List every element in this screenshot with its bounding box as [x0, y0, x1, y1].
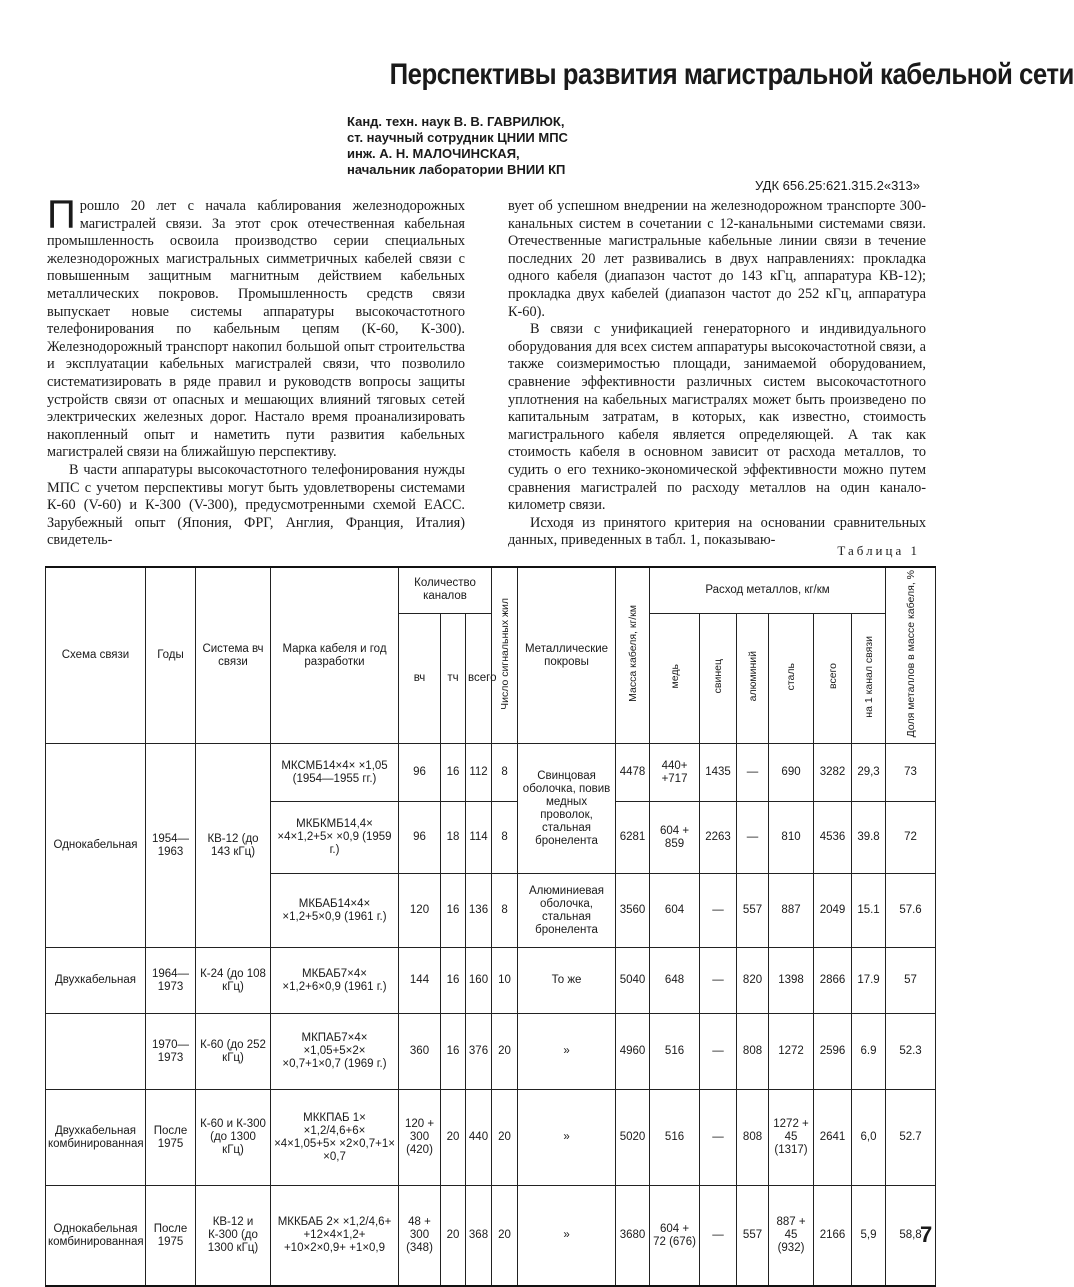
- text-column-right: [508, 198, 926, 550]
- header-lead: свинец: [700, 613, 737, 744]
- cell-tch: 16: [441, 744, 466, 802]
- paragraph-2: В части аппаратуры высокочастотного телефонирования нужды МПС с учетом перспективы могут быть удовлетворены системами К-60 (V-60) и К-300 (V-300), предусмотренными схемой ЕАСС. Зарубежный опыт (Япония, ФРГ, Англия, Франция, Италия) свидетель-: [47, 461, 465, 549]
- author-line-3: инж. А. Н. МАЛОЧИНСКАЯ,: [347, 146, 520, 161]
- udk-code: УДК 656.25:621.315.2«313»: [754, 178, 920, 193]
- cell-total: 376: [466, 1014, 492, 1090]
- cell-share: 57.6: [886, 874, 936, 948]
- cell-vch: 48 + 300 (348): [399, 1186, 441, 1286]
- text-column-left: [47, 193, 465, 550]
- cell-vch: 120 + 300 (420): [399, 1090, 441, 1186]
- cell-system: К-60 и К-300 (до 1300 кГц): [196, 1090, 271, 1186]
- cell-mass: 5040: [616, 948, 650, 1014]
- article-title: Перспективы развития магистральной кабельной сети: [389, 58, 1074, 91]
- cell-copper: 516: [650, 1014, 700, 1090]
- cell-share: 73: [886, 744, 936, 802]
- cell-total: 112: [466, 744, 492, 802]
- cell-copper: 604: [650, 874, 700, 948]
- authors-block: [347, 114, 568, 178]
- cell-tch: 16: [441, 1014, 466, 1090]
- cell-mass: 3680: [616, 1186, 650, 1286]
- cell-lead: —: [700, 948, 737, 1014]
- cell-total: 136: [466, 874, 492, 948]
- cell-system: КВ-12 и К-300 (до 1300 кГц): [196, 1186, 271, 1286]
- cell-tch: 16: [441, 948, 466, 1014]
- cell-aluminum: 557: [737, 874, 769, 948]
- cell-lead: —: [700, 1014, 737, 1090]
- cell-system: КВ-12 (до 143 кГц): [196, 744, 271, 948]
- cell-system: К-24 (до 108 кГц): [196, 948, 271, 1014]
- cell-lead: 1435: [700, 744, 737, 802]
- cell-steel: 690: [769, 744, 814, 802]
- cell-metal-total: 4536: [814, 802, 852, 874]
- paragraph-4: В связи с унификацией генераторного и индивидуального оборудования для всех систем аппаратуры высокочастотной связи, а также соизмеримостью площади, занимаемой оборудованием, сравнение эффективности различных систем высокочастотного уплотнения на кабельных магистралях может быть произведено по капитальным затратам, в которых, как известно, стоимость магистрального кабеля является определяющей. А так как стоимость кабеля в основном зависит от расхода металлов, то судить о его технико-экономической эффективности можно путем сравнения магистралей по расходу металлов на один канало-километр связи.: [508, 321, 926, 514]
- cell-years: После 1975: [146, 1186, 196, 1286]
- paragraph-5: Исходя из принятого критерия на основании сравнительных данных, приведенных в табл. 1, показываю-: [508, 514, 926, 549]
- cell-copper: 604 + 859: [650, 802, 700, 874]
- cell-aluminum: 557: [737, 1186, 769, 1286]
- paragraph-1-text: рошло 20 лет с начала каблирования железнодорожных магистралей связи. За этот срок отечественная кабельная промышленность освоила производство серии специальных железнодорожных магистральных симметричных кабелей связи с повышенным защитным магнитным действием кабельных металлических покровов. Промышленность средств связи выпускает новые системы аппаратуры высокочастотного телефонирования по кабельным цепям (К-60, К-300). Железнодорожный транспорт накопил большой опыт строительства и эксплуатации кабельных магистралей связи, что позволило систематизировать в ряде правил и руководств вопросы защиты устройств связи от опасных и мешающих влияний тяговых сетей электрических железных дорог. Настало время проанализировать накопленный опыт и наметить пути развития кабельных магистралей связи на ближайшую перспективу.: [47, 198, 465, 461]
- author-line-2: ст. научный сотрудник ЦНИИ МПС: [347, 130, 568, 145]
- header-metal-total: всего: [814, 613, 852, 744]
- cell-lead: —: [700, 874, 737, 948]
- cell-vch: 96: [399, 802, 441, 874]
- cell-tch: 16: [441, 874, 466, 948]
- cell-per-channel: 17.9: [852, 948, 886, 1014]
- cell-covers: Свинцовая оболочка, повив медных проволок, стальная бронелента: [518, 744, 616, 874]
- cell-steel: 1272: [769, 1014, 814, 1090]
- cell-mass: 4960: [616, 1014, 650, 1090]
- cell-signal: 20: [492, 1186, 518, 1286]
- cell-years: 1970— 1973: [146, 1014, 196, 1090]
- cell-mass: 5020: [616, 1090, 650, 1186]
- cell-cable: МКСМБ14×4× ×1,05 (1954—1955 гг.): [271, 744, 399, 802]
- cell-vch: 144: [399, 948, 441, 1014]
- cell-copper: 604 + 72 (676): [650, 1186, 700, 1286]
- cell-covers: »: [518, 1090, 616, 1186]
- table-row: [46, 948, 936, 1014]
- cell-scheme: Двухкабельная комбинированная: [46, 1090, 146, 1186]
- cell-per-channel: 39.8: [852, 802, 886, 874]
- table-caption: Таблица 1: [837, 543, 920, 558]
- cell-scheme: Двухкабельная: [46, 948, 146, 1014]
- cell-aluminum: 808: [737, 1090, 769, 1186]
- cell-total: 440: [466, 1090, 492, 1186]
- cell-share: 57: [886, 948, 936, 1014]
- cell-mass: 4478: [616, 744, 650, 802]
- cell-scheme: [46, 1014, 146, 1090]
- cell-per-channel: 29,3: [852, 744, 886, 802]
- cell-steel: 887 + 45 (932): [769, 1186, 814, 1286]
- cell-metal-total: 2166: [814, 1186, 852, 1286]
- cell-years: После 1975: [146, 1090, 196, 1186]
- cell-aluminum: —: [737, 802, 769, 874]
- cell-metal-total: 2641: [814, 1090, 852, 1186]
- cell-copper: 440+ +717: [650, 744, 700, 802]
- cell-signal: 20: [492, 1090, 518, 1186]
- cell-share: 52.3: [886, 1014, 936, 1090]
- cell-per-channel: 6,0: [852, 1090, 886, 1186]
- cell-aluminum: 820: [737, 948, 769, 1014]
- metals-table: [45, 566, 936, 1287]
- table-row: [46, 1090, 936, 1186]
- cell-years: 1954— 1963: [146, 744, 196, 948]
- cell-signal: 10: [492, 948, 518, 1014]
- cell-system: К-60 (до 252 кГц): [196, 1014, 271, 1090]
- paragraph-1: [47, 193, 465, 462]
- cell-aluminum: 808: [737, 1014, 769, 1090]
- cell-mass: 6281: [616, 802, 650, 874]
- cell-covers: »: [518, 1186, 616, 1286]
- cell-vch: 360: [399, 1014, 441, 1090]
- cell-metal-total: 2049: [814, 874, 852, 948]
- cell-copper: 516: [650, 1090, 700, 1186]
- cell-per-channel: 15.1: [852, 874, 886, 948]
- header-aluminum: алюминий: [737, 613, 769, 744]
- cell-per-channel: 6.9: [852, 1014, 886, 1090]
- cell-covers: Алюминиевая оболочка, стальная бронелента: [518, 874, 616, 948]
- cell-signal: 20: [492, 1014, 518, 1090]
- cell-cable: МКБАБ7×4× ×1,2+6×0,9 (1961 г.): [271, 948, 399, 1014]
- header-covers: Металлические покровы: [518, 567, 616, 744]
- cell-tch: 20: [441, 1090, 466, 1186]
- cell-signal: 8: [492, 744, 518, 802]
- header-cable: Марка кабеля и год разработки: [271, 567, 399, 744]
- cell-steel: 887: [769, 874, 814, 948]
- cell-aluminum: —: [737, 744, 769, 802]
- cell-share: 58,8: [886, 1186, 936, 1286]
- cell-cable: МККПАБ 1× ×1,2/4,6+6× ×4×1,05+5× ×2×0,7+1× ×0,7: [271, 1090, 399, 1186]
- cell-share: 72: [886, 802, 936, 874]
- header-share: Доля металлов в массе кабеля, %: [886, 567, 936, 744]
- cell-years: 1964— 1973: [146, 948, 196, 1014]
- header-years: Годы: [146, 567, 196, 744]
- cell-total: 114: [466, 802, 492, 874]
- cell-steel: 810: [769, 802, 814, 874]
- cell-metal-total: 2866: [814, 948, 852, 1014]
- header-mass: Масса кабеля, кг/км: [616, 567, 650, 744]
- header-scheme: Схема связи: [46, 567, 146, 744]
- cell-mass: 3560: [616, 874, 650, 948]
- cell-vch: 120: [399, 874, 441, 948]
- cell-lead: 2263: [700, 802, 737, 874]
- cell-scheme: Однокабельная: [46, 744, 146, 948]
- cell-covers: »: [518, 1014, 616, 1090]
- header-copper: медь: [650, 613, 700, 744]
- cell-copper: 648: [650, 948, 700, 1014]
- cell-lead: —: [700, 1186, 737, 1286]
- header-channels: Количество каналов: [399, 567, 492, 613]
- cell-vch: 96: [399, 744, 441, 802]
- cell-steel: 1272 + 45 (1317): [769, 1090, 814, 1186]
- cell-cable: МКБАБ14×4× ×1,2+5×0,9 (1961 г.): [271, 874, 399, 948]
- cell-cable: МКПАБ7×4× ×1,05+5×2× ×0,7+1×0,7 (1969 г.): [271, 1014, 399, 1090]
- cell-metal-total: 3282: [814, 744, 852, 802]
- paragraph-3: вует об успешном внедрении на железнодорожном транспорте 300-канальных систем в сочетании с 12-канальными системами связи. Отечественные магистральные кабельные линии связи в течение последних 20 лет развивались в двух направлениях: прокладка одного кабеля (диапазон частот до 143 кГц, аппаратура КВ-12); прокладка двух кабелей (диапазон частот до 252 кГц, аппаратура К-60).: [508, 198, 926, 320]
- header-metals: Расход металлов, кг/км: [650, 567, 886, 613]
- cell-total: 368: [466, 1186, 492, 1286]
- cell-cable: МКБКМБ14,4× ×4×1,2+5× ×0,9 (1959 г.): [271, 802, 399, 874]
- cell-scheme: Однокабельная комбинированная: [46, 1186, 146, 1286]
- author-line-1: Канд. техн. наук В. В. ГАВРИЛЮК,: [347, 114, 565, 129]
- table-row: [46, 1014, 936, 1090]
- cell-per-channel: 5,9: [852, 1186, 886, 1286]
- cell-tch: 20: [441, 1186, 466, 1286]
- header-steel: сталь: [769, 613, 814, 744]
- table-row: [46, 744, 936, 802]
- cell-signal: 8: [492, 874, 518, 948]
- author-line-4: начальник лаборатории ВНИИ КП: [347, 162, 566, 177]
- cell-metal-total: 2596: [814, 1014, 852, 1090]
- cell-tch: 18: [441, 802, 466, 874]
- cell-steel: 1398: [769, 948, 814, 1014]
- cell-cable: МККБАБ 2× ×1,2/4,6+ +12×4×1,2+ +10×2×0,9+ +1×0,9: [271, 1186, 399, 1286]
- header-signal: Число сигнальных жил: [492, 567, 518, 744]
- header-system: Система вч связи: [196, 567, 271, 744]
- cell-covers: То же: [518, 948, 616, 1014]
- table-row: [46, 1186, 936, 1286]
- header-ch-tch: тч: [441, 613, 466, 744]
- cell-total: 160: [466, 948, 492, 1014]
- cell-signal: 8: [492, 802, 518, 874]
- drop-cap: П: [47, 193, 76, 237]
- cell-share: 52.7: [886, 1090, 936, 1186]
- header-ch-vch: вч: [399, 613, 441, 744]
- page-number: 7: [920, 1222, 933, 1247]
- cell-lead: —: [700, 1090, 737, 1186]
- header-per-channel: на 1 канал связи: [852, 613, 886, 744]
- header-ch-total: всего: [466, 613, 492, 744]
